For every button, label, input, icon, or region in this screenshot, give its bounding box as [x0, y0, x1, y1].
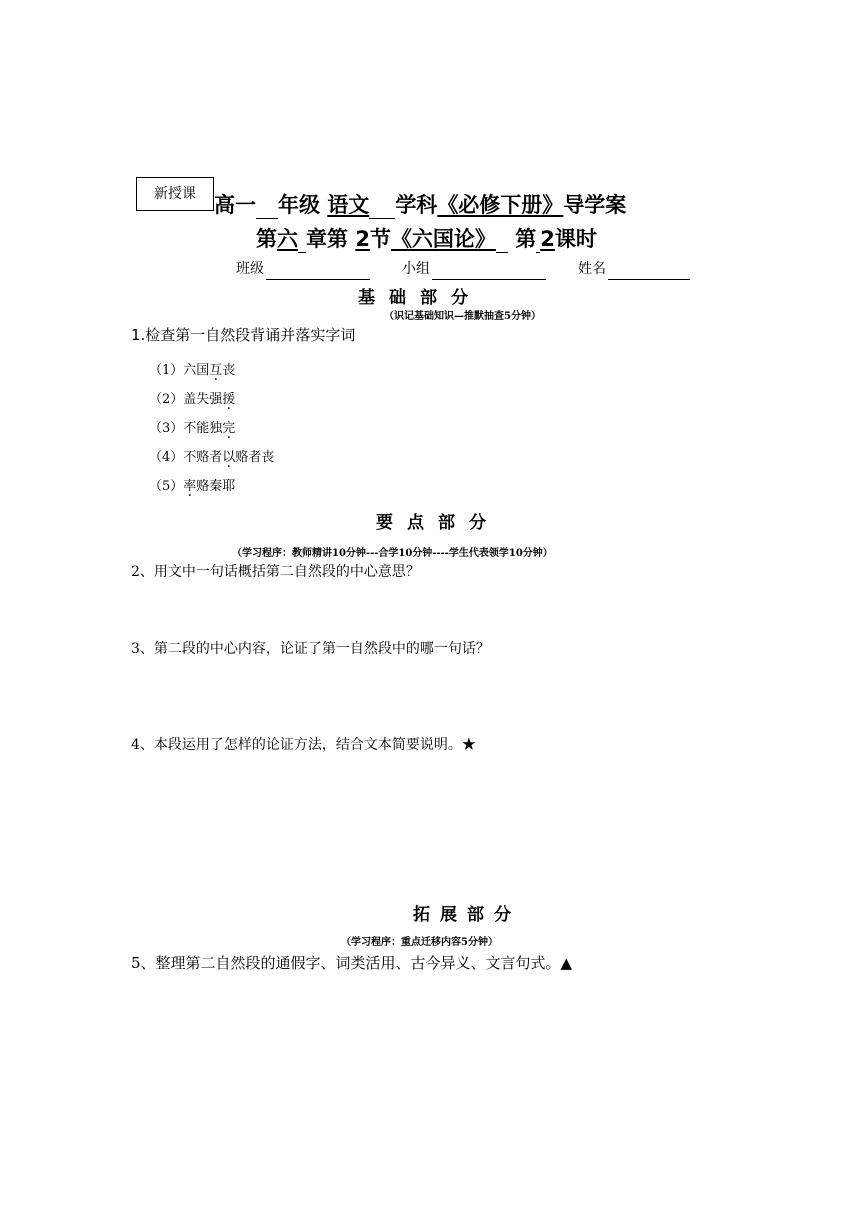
emphasis-dot: 援	[222, 392, 236, 407]
chapter-underline	[298, 230, 306, 253]
group-blank[interactable]	[432, 261, 546, 280]
question-4: 4、本段运用了怎样的论证方法，结合文本简要说明。★	[131, 737, 476, 753]
subject: 语文	[327, 193, 370, 217]
lesson-underline	[496, 230, 508, 253]
vocab-item: （2）盖失强援	[149, 392, 236, 407]
vocab-item: （3）不能独完	[149, 421, 236, 436]
emphasis-dot: 率	[183, 479, 197, 494]
key-section-note: （学习程序：教师精讲10分钟---合学10分钟----学生代表领学10分钟）	[232, 548, 553, 559]
question-1: 1.检查第一自然段背诵并落实字词	[131, 326, 356, 344]
extend-section-heading: 拓展部分	[413, 905, 521, 925]
basic-section-note: （识记基础知识—推默抽查5分钟）	[384, 311, 541, 322]
period-prefix: 第	[515, 227, 537, 251]
grade-underline	[256, 196, 278, 219]
vocab-item: （1）六国互丧	[149, 363, 236, 378]
group-label: 小组	[402, 261, 430, 277]
book-suffix: 导学案	[563, 193, 627, 217]
emphasis-dot: 互	[209, 363, 223, 378]
subject-underline	[369, 196, 395, 219]
question-3: 3、第二段的中心内容，论证了第一自然段中的哪一句话？	[131, 641, 490, 657]
lesson-type-tag: 新授课	[136, 177, 214, 211]
question-2: 2、用文中一句话概括第二自然段的中心意思？	[131, 564, 420, 580]
chapter-prefix: 第	[256, 227, 277, 251]
subject-suffix: 学科	[395, 193, 438, 217]
emphasis-dot: 以	[222, 450, 236, 465]
section-number: 2	[355, 227, 370, 251]
question-5: 5、整理第二自然段的通假字、词类活用、古今异义、文言句式。▲	[131, 954, 573, 972]
lesson-title: 《六国论》	[390, 227, 496, 251]
extend-section-note: （学习程序：重点迁移内容5分钟）	[341, 937, 498, 948]
name-blank[interactable]	[608, 261, 690, 280]
grade: 高一	[214, 193, 256, 217]
page-title	[214, 191, 626, 219]
class-blank[interactable]	[266, 261, 370, 280]
chapter-suffix: 章第	[306, 227, 348, 251]
period-number: 2	[540, 227, 555, 251]
grade-suffix: 年级	[278, 193, 320, 217]
chapter-number: 六	[277, 227, 298, 251]
period-suffix: 课时	[554, 227, 597, 251]
vocab-item: （5）率赂秦耶	[149, 479, 236, 494]
section-suffix: 节	[369, 227, 391, 251]
class-label: 班级	[236, 261, 264, 277]
key-section-heading: 要点部分	[376, 513, 500, 533]
vocab-item: （4）不赂者以赂者丧	[149, 450, 275, 465]
class-field	[236, 258, 370, 280]
name-field	[578, 258, 690, 280]
emphasis-dot: 完	[222, 421, 236, 436]
group-field	[402, 258, 546, 280]
basic-section-heading: 基础部分	[358, 288, 482, 308]
name-label: 姓名	[578, 261, 606, 277]
book-title: 《必修下册》	[437, 193, 564, 217]
lesson-subtitle	[256, 225, 597, 253]
